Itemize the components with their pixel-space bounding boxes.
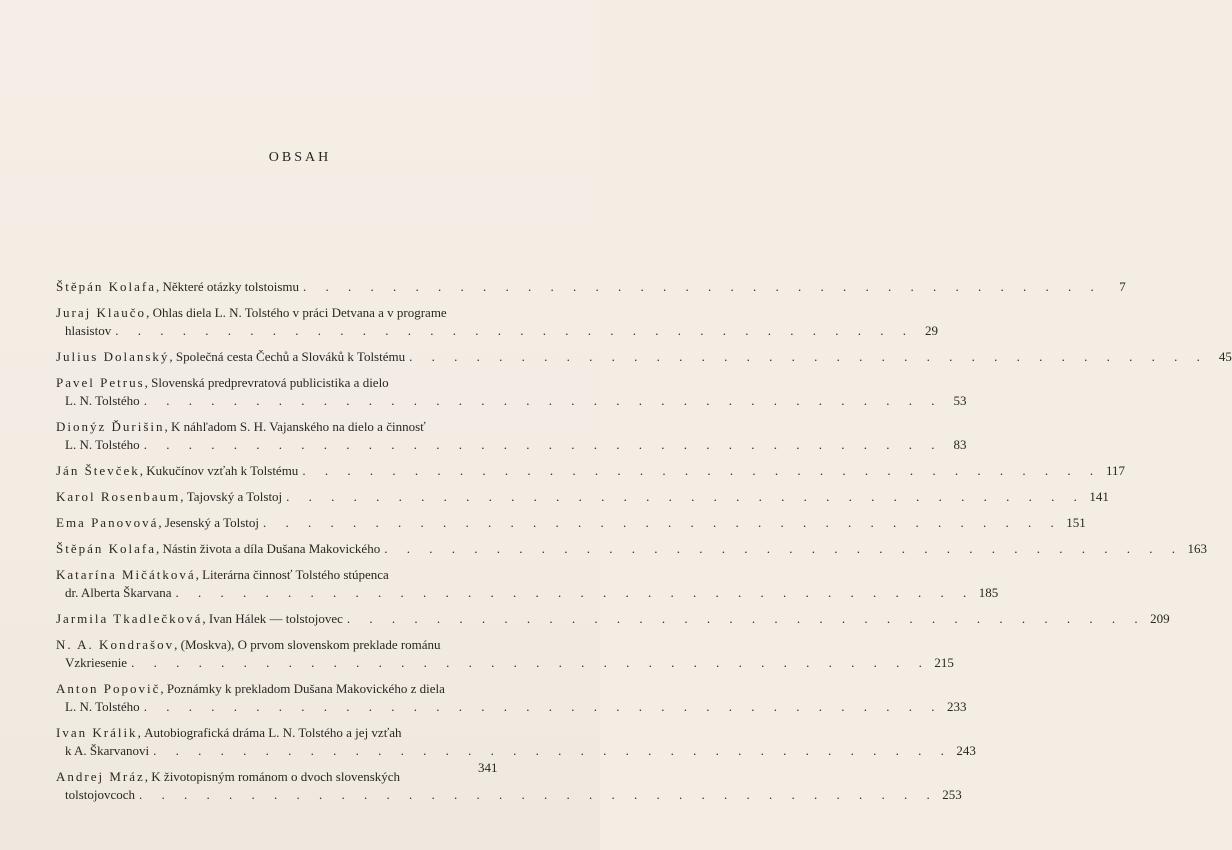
toc-page-number: 163 <box>1187 541 1207 556</box>
toc-page-number: 253 <box>942 787 962 802</box>
dot-leader: . . . . . . . . . . . . . . . . . . . . . . . . . . . . . . . . . . . . <box>143 393 943 408</box>
toc-author: Julius Dolanský <box>56 349 170 364</box>
dot-leader: . . . . . . . . . . . . . . . . . . . . . . . . . . . . . . . . . . . . <box>143 699 943 714</box>
dot-leader: . . . . . . . . . . . . . . . . . . . . . . . . . . . . . . . . . . . . <box>143 437 943 452</box>
page-number: 341 <box>478 760 498 775</box>
toc-entry: Dionýz Ďurišin , K náhľadom S. H. Vajanského na dielo a činnosť L. N. Tolstého . . . . . . . . . . . . . . . . . . . . . . . . . . . . . . . . . . . . 83 <box>56 419 967 452</box>
toc-title-line: tolstojovcoch <box>65 787 136 802</box>
dot-leader: . . . . . . . . . . . . . . . . . . . . . . . . . . . . . . . . . . . . <box>131 655 930 670</box>
dot-leader: . . . . . . . . . . . . . . . . . . . . . . . . . . . . . . . . . . . . <box>263 515 1062 530</box>
toc-page-number: 117 <box>1106 463 1126 478</box>
toc-entry: Jarmila Tkadlečková , Ivan Hálek — tolstojovec . . . . . . . . . . . . . . . . . . . . . . . . . . . . . . . . . . . . 209 <box>56 611 1170 626</box>
toc-title-line: Ivan Hálek — tolstojovec <box>208 611 343 626</box>
toc-entry: Juraj Klaučo , Ohlas diela L. N. Tolstého v práci Detvana a v programe hlasistov . . . . . . . . . . . . . . . . . . . . . . . . . . . . . . . . . . . . 29 <box>56 305 938 338</box>
toc-author: Ján Števček <box>56 463 140 478</box>
dot-leader: . . . . . . . . . . . . . . . . . . . . . . . . . . . . . . . . . . . . <box>384 541 1183 556</box>
toc-title-line: K náhľadom S. H. Vajanského na dielo a činnosť <box>171 419 426 434</box>
dot-leader: . . . . . . . . . . . . . . . . . . . . . . . . . . . . . . . . . . . . <box>409 349 1208 364</box>
dot-leader: . . . . . . . . . . . . . . . . . . . . . . . . . . . . . . . . . . . . <box>175 585 975 600</box>
toc-entry: Štěpán Kolafa , Nástin života a díla Dušana Makovického . . . . . . . . . . . . . . . . . . . . . . . . . . . . . . . . . . . . 163 <box>56 541 1207 556</box>
toc-entry: Karol Rosenbaum , Tajovský a Tolstoj . . . . . . . . . . . . . . . . . . . . . . . . . . . . . . . . . . . . 141 <box>56 489 1109 504</box>
toc-page-number: 209 <box>1150 611 1170 626</box>
toc-page-number: 83 <box>953 437 967 452</box>
dot-leader: . . . . . . . . . . . . . . . . . . . . . . . . . . . . . . . . . . . . <box>302 279 1102 294</box>
toc-title-line: Společná cesta Čechů a Slováků k Tolstému <box>175 349 406 364</box>
dot-leader: . . . . . . . . . . . . . . . . . . . . . . . . . . . . . . . . . . . . <box>153 743 952 758</box>
toc-title-line: Slovenská predprevratová publicistika a dielo <box>151 375 389 390</box>
table-of-contents <box>56 278 1232 812</box>
toc-author: Pavel Petrus <box>56 375 145 390</box>
toc-author: Ivan Králik <box>56 725 138 740</box>
toc-page-number: 45 <box>1218 349 1232 364</box>
toc-title-line: k A. Škarvanovi <box>65 743 150 758</box>
toc-entry: N. A. Kondrašov , (Moskva), O prvom slovenskom preklade románu Vzkriesenie . . . . . . . . . . . . . . . . . . . . . . . . . . . . . . . . . . . . 215 <box>56 637 954 670</box>
toc-title-line: Tajovský a Tolstoj <box>186 489 283 504</box>
toc-title-line: Vzkriesenie <box>65 655 128 670</box>
toc-page-number: 29 <box>924 323 938 338</box>
toc-title-line: hlasistov <box>65 323 112 338</box>
toc-entry: Ján Števček , Kukučínov vzťah k Tolstému . . . . . . . . . . . . . . . . . . . . . . . . . . . . . . . . . . . . 117 <box>56 463 1126 478</box>
dot-leader: . . . . . . . . . . . . . . . . . . . . . . . . . . . . . . . . . . . . <box>302 463 1102 478</box>
toc-title-line: Jesenský a Tolstoj <box>164 515 260 530</box>
dot-leader: . . . . . . . . . . . . . . . . . . . . . . . . . . . . . . . . . . . . <box>139 787 938 802</box>
toc-title-line: Nástin života a díla Dušana Makovického <box>162 541 381 556</box>
toc-entry: Ivan Králik , Autobiografická dráma L. N. Tolstého a jej vzťah k A. Škarvanovi . . . . . . . . . . . . . . . . . . . . . . . . . . . . . . . . . . . . 243 <box>56 725 976 758</box>
toc-page-number: 185 <box>978 585 999 600</box>
toc-author: N. A. Kondrašov <box>56 637 175 652</box>
toc-title-line: Poznámky k prekladom Dušana Makovického z diela <box>166 681 445 696</box>
toc-page-number: 243 <box>956 743 976 758</box>
toc-page-number: 151 <box>1066 515 1086 530</box>
toc-page-number: 53 <box>953 393 967 408</box>
toc-title-line: L. N. Tolstého <box>65 393 140 408</box>
toc-entry: Julius Dolanský , Společná cesta Čechů a Slováků k Tolstému . . . . . . . . . . . . . . . . . . . . . . . . . . . . . . . . . . . . 45 <box>56 349 1232 364</box>
toc-title-line: dr. Alberta Škarvana <box>65 585 172 600</box>
toc-title-line: Autobiografická dráma L. N. Tolstého a jej vzťah <box>144 725 402 740</box>
page-title: OBSAH <box>268 150 332 165</box>
toc-title-line: K životopisným románom o dvoch slovenských <box>151 769 401 784</box>
dot-leader: . . . . . . . . . . . . . . . . . . . . . . . . . . . . . . . . . . . . <box>346 611 1146 626</box>
dot-leader: . . . . . . . . . . . . . . . . . . . . . . . . . . . . . . . . . . . . <box>115 323 914 338</box>
toc-title-line: Kukučínov vzťah k Tolstému <box>146 463 299 478</box>
toc-author: Štěpán Kolafa <box>56 279 157 294</box>
toc-entry: Andrej Mráz , K životopisným románom o dvoch slovenských tolstojovcoch . . . . . . . . . . . . . . . . . . . . . . . . . . . . . . . . . . . . 253 <box>56 769 962 802</box>
toc-author: Andrej Mráz <box>56 769 145 784</box>
toc-entry: Ema Panovová , Jesenský a Tolstoj . . . . . . . . . . . . . . . . . . . . . . . . . . . . . . . . . . . . 151 <box>56 515 1086 530</box>
toc-page-number: 215 <box>934 655 954 670</box>
toc-author: Katarína Mičátková <box>56 567 196 582</box>
toc-entry: Štěpán Kolafa , Některé otázky tolstoismu . . . . . . . . . . . . . . . . . . . . . . . . . . . . . . . . . . . . 7 <box>56 279 1126 294</box>
toc-author: Štěpán Kolafa <box>56 541 157 556</box>
toc-author: Jarmila Tkadlečková <box>56 611 203 626</box>
toc-author: Dionýz Ďurišin <box>56 419 165 434</box>
toc-title-line: L. N. Tolstého <box>65 699 140 714</box>
toc-page-number: 7 <box>1119 279 1126 294</box>
toc-author: Ema Panovová <box>56 515 159 530</box>
toc-title-line: L. N. Tolstého <box>65 437 140 452</box>
toc-title-line: Některé otázky tolstoismu <box>162 279 299 294</box>
toc-title-line: Ohlas diela L. N. Tolstého v práci Detvana a v programe <box>152 305 447 320</box>
toc-entry: Anton Popovič , Poznámky k prekladom Dušana Makovického z diela L. N. Tolstého . . . . . . . . . . . . . . . . . . . . . . . . . . . . . . . . . . . . 233 <box>56 681 967 714</box>
toc-author: Anton Popovič <box>56 681 161 696</box>
toc-title-line: (Moskva), O prvom slovenskom preklade románu <box>180 637 441 652</box>
dot-leader: . . . . . . . . . . . . . . . . . . . . . . . . . . . . . . . . . . . . <box>286 489 1085 504</box>
toc-author: Juraj Klaučo <box>56 305 147 320</box>
toc-author: Karol Rosenbaum <box>56 489 181 504</box>
toc-page-number: 141 <box>1089 489 1109 504</box>
toc-title-line: Literárna činnosť Tolstého stúpenca <box>202 567 389 582</box>
toc-entry: Katarína Mičátková , Literárna činnosť Tolstého stúpenca dr. Alberta Škarvana . . . . . . . . . . . . . . . . . . . . . . . . . . . . . . . . . . . . 185 <box>56 567 999 600</box>
toc-entry: Pavel Petrus , Slovenská predprevratová publicistika a dielo L. N. Tolstého . . . . . . . . . . . . . . . . . . . . . . . . . . . . . . . . . . . . 53 <box>56 375 967 408</box>
toc-page-number: 233 <box>946 699 967 714</box>
